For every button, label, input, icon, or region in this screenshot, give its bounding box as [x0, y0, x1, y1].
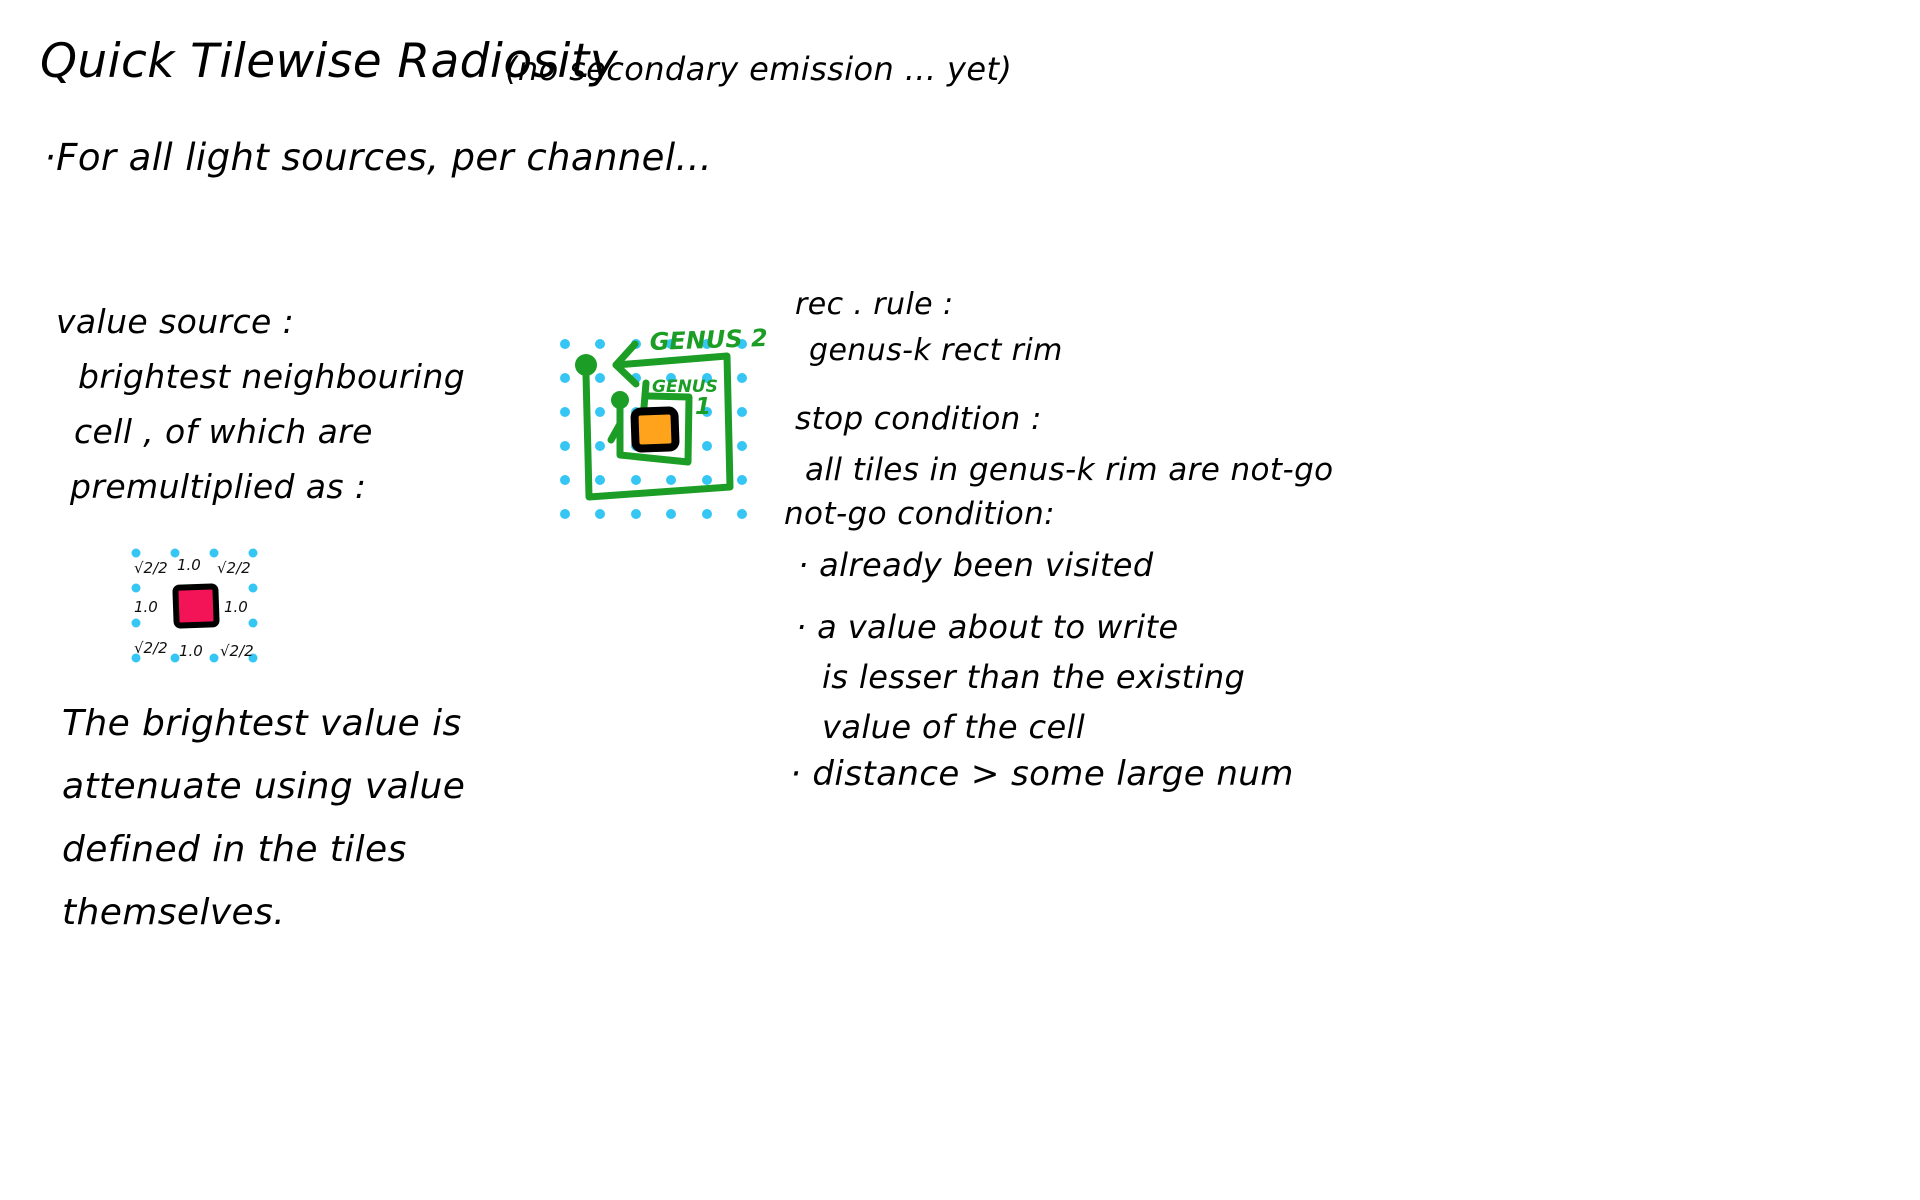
stop-condition-heading: stop condition : [795, 401, 1042, 437]
grid-dot [737, 441, 747, 451]
genus2-start-dot [575, 354, 597, 376]
grid-dot [249, 619, 258, 628]
value-source-line: value source : [56, 302, 295, 341]
grid-dot [631, 509, 641, 519]
weight-value: √2/2 [134, 559, 168, 577]
weight-value: √2/2 [217, 559, 251, 577]
grid-dot [737, 509, 747, 519]
grid-dot [702, 475, 712, 485]
grid-dot [595, 475, 605, 485]
stop-condition-line: all tiles in genus-k rim are not-go [805, 452, 1334, 488]
center-cell-square [175, 586, 216, 625]
value-source-paragraph [56, 294, 465, 514]
rec-rule-line: genus-k rect rim [809, 333, 1063, 368]
grid-dot [132, 619, 141, 628]
grid-dot [595, 407, 605, 417]
value-source-line: cell , of which are [74, 412, 373, 451]
grid-dot [737, 475, 747, 485]
grid-dot [249, 584, 258, 593]
grid-dot [132, 584, 141, 593]
grid-dot [595, 373, 605, 383]
notgo-bullet-visited: · already been visited [798, 546, 1154, 584]
grid-dot [560, 475, 570, 485]
genus1-start-dot [611, 391, 629, 409]
rec-rule-heading: rec . rule : [795, 287, 954, 322]
page-title: Quick Tilewise Radiosity [40, 34, 618, 89]
notgo-bullet-lesser-value [796, 602, 1245, 752]
weight-value: √2/2 [134, 639, 168, 657]
grid-dot [560, 373, 570, 383]
grid-dot [666, 475, 676, 485]
attenuation-line: defined in the tiles [62, 829, 407, 870]
grid-dot [210, 549, 219, 558]
value-source-line: premultiplied as : [70, 467, 367, 506]
notgo-bullet-line: is lesser than the existing [822, 658, 1246, 696]
grid-dot [560, 339, 570, 349]
grid-dot [132, 549, 141, 558]
notgo-condition-heading: not-go condition: [784, 496, 1056, 532]
grid-dot [737, 373, 747, 383]
grid-dot [249, 549, 258, 558]
notgo-bullet-line: value of the cell [822, 708, 1086, 746]
weight-value: 1.0 [224, 598, 248, 616]
grid-dot [631, 475, 641, 485]
genus1-label-tick [644, 383, 646, 407]
grid-dot [560, 407, 570, 417]
weight-value: 1.0 [179, 642, 203, 660]
emitter-square [634, 410, 675, 448]
subtitle-bullet-line: ·For all light sources, per channel... [44, 136, 713, 179]
attenuation-line: themselves. [62, 892, 286, 933]
grid-dot [560, 441, 570, 451]
genus1-number: 1 [695, 394, 712, 420]
grid-dot [702, 441, 712, 451]
weight-grid-figure [100, 540, 270, 675]
genus1-label: GENUS [652, 377, 718, 397]
grid-dot [560, 509, 570, 519]
notgo-bullet-line: · a value about to write [796, 608, 1179, 646]
genus-spiral-figure [552, 320, 792, 540]
grid-dot [702, 509, 712, 519]
weight-value: 1.0 [177, 556, 201, 574]
stop-condition-block [795, 394, 1334, 496]
grid-dot [595, 441, 605, 451]
grid-dot [666, 509, 676, 519]
notgo-bullet-distance: · distance > some large num [790, 754, 1294, 794]
rec-rule-block [795, 282, 1063, 374]
attenuation-line: The brightest value is [62, 703, 462, 744]
weight-value: √2/2 [220, 642, 254, 660]
value-source-line: brightest neighbouring [78, 357, 466, 396]
attenuation-line: attenuate using value [62, 766, 466, 807]
title-parenthetical-note: (no secondary emission ... yet) [505, 50, 1013, 88]
attenuation-paragraph [62, 692, 465, 944]
weight-value: 1.0 [134, 598, 158, 616]
grid-dot [737, 407, 747, 417]
grid-dot [210, 654, 219, 663]
grid-dot [595, 509, 605, 519]
grid-dot [595, 339, 605, 349]
genus2-label: GENUS 2 [649, 323, 769, 356]
